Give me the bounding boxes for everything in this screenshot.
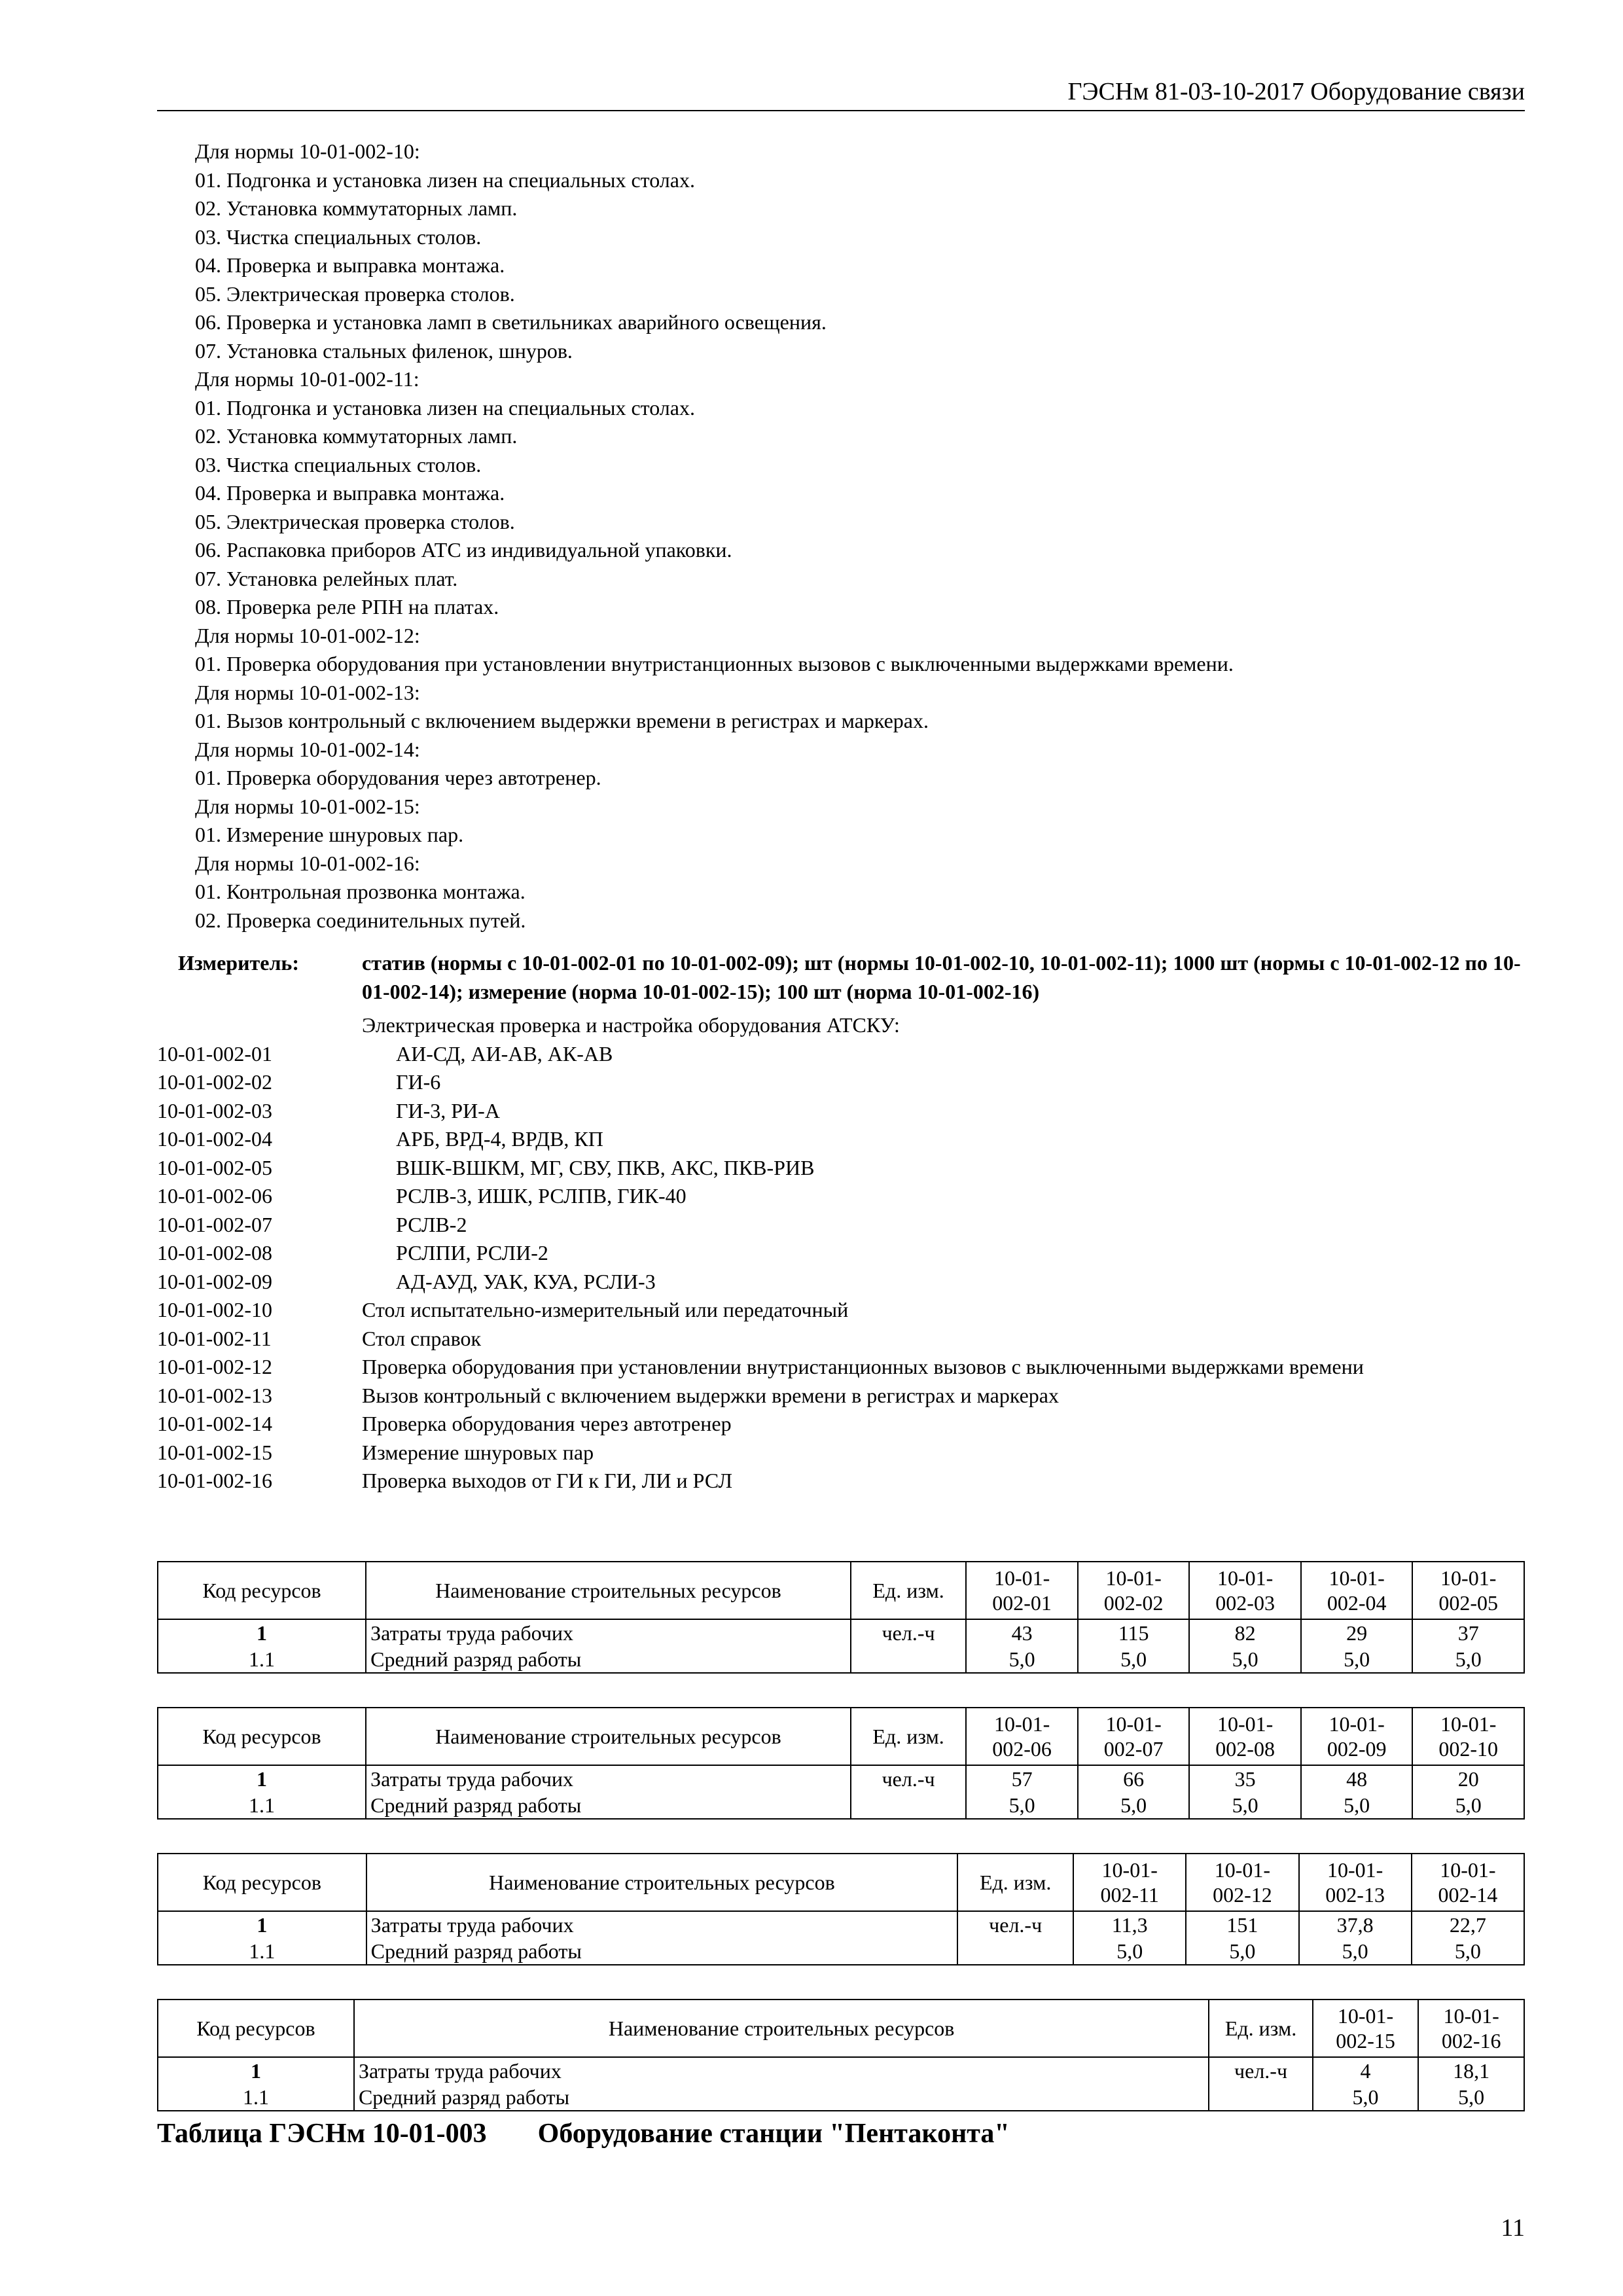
work-item: 08. Проверка реле РПН на платах. <box>195 595 499 619</box>
labor-value: 43 <box>966 1619 1078 1646</box>
norm-description: ГИ-6 <box>396 1070 441 1094</box>
norm-row <box>157 1097 1531 1126</box>
norm-code-bottom: 002-09 <box>1327 1737 1387 1761</box>
norm-code-bottom: 002-11 <box>1100 1883 1159 1907</box>
work-item: 01. Подгонка и установка лизен на специальных столах. <box>195 395 695 420</box>
norm-code-bottom: 002-13 <box>1325 1883 1385 1907</box>
norm-code: 10-01-002-07 <box>157 1212 272 1236</box>
header-norm-code <box>1412 1562 1524 1619</box>
work-item: Для нормы 10-01-002-16: <box>195 851 420 875</box>
header-code: Код ресурсов <box>158 1854 366 1911</box>
header-norm-code <box>1301 1562 1413 1619</box>
norm-code-top: 10-01- <box>1440 1858 1496 1882</box>
page-number: 11 <box>1501 2214 1525 2242</box>
work-item: 01. Измерение шнуровых пар. <box>195 823 464 846</box>
header-norm-code <box>1299 1854 1412 1911</box>
work-item: 01. Контрольная прозвонка монтажа. <box>195 880 526 903</box>
norm-code-top: 10-01- <box>1217 1566 1274 1590</box>
norm-description: Измерение шнуровых пар <box>362 1440 594 1464</box>
norm-code-top: 10-01- <box>1105 1712 1162 1736</box>
work-item: 01. Проверка оборудования через автотренер. <box>195 766 601 789</box>
grade-value: 5,0 <box>1418 2084 1524 2111</box>
resource-name: Затраты труда рабочих <box>354 2057 1209 2084</box>
resource-unit: чел.-ч <box>1209 2057 1312 2084</box>
norm-description: Стол испытательно-измерительный или передаточный <box>362 1298 849 1321</box>
resource-table-4 <box>157 1999 1525 2111</box>
work-item: 07. Установка релейных плат. <box>195 566 458 590</box>
header-norm-code <box>1301 1708 1413 1765</box>
norm-code: 10-01-002-15 <box>157 1440 272 1464</box>
header-norm-code <box>966 1562 1078 1619</box>
resource-unit <box>851 1792 967 1819</box>
work-item: Для нормы 10-01-002-14: <box>195 737 420 761</box>
resource-table-2 <box>157 1707 1525 1820</box>
table-header-row <box>158 2000 1524 2057</box>
resource-code: 1.1 <box>158 1792 366 1819</box>
header-norm-code <box>1073 1854 1186 1911</box>
labor-value: 48 <box>1301 1765 1413 1792</box>
resource-unit <box>851 1646 967 1673</box>
grade-value: 5,0 <box>1301 1792 1413 1819</box>
grade-value: 5,0 <box>1299 1938 1412 1965</box>
norm-code-top: 10-01- <box>1329 1566 1385 1590</box>
work-item: 02. Проверка соединительных путей. <box>195 908 526 932</box>
norm-row <box>157 1268 1531 1297</box>
work-item: 06. Распаковка приборов АТС из индивидуальной упаковки. <box>195 538 732 562</box>
table-row <box>158 1619 1524 1646</box>
grade-value: 5,0 <box>1073 1938 1186 1965</box>
labor-value: 115 <box>1078 1619 1190 1646</box>
resource-code: 1 <box>158 1619 366 1646</box>
norm-row <box>157 1211 1531 1240</box>
labor-value: 66 <box>1078 1765 1190 1792</box>
norm-row <box>157 1382 1531 1410</box>
header-unit: Ед. изм. <box>851 1562 967 1619</box>
table-row <box>158 1911 1524 1938</box>
table-row <box>158 1792 1524 1819</box>
grade-value: 5,0 <box>1189 1646 1301 1673</box>
work-item: 01. Вызов контрольный с включением выдержки времени в регистрах и маркерах. <box>195 709 929 732</box>
header-norm-code <box>1313 2000 1419 2057</box>
resource-table-3 <box>157 1853 1525 1965</box>
header-norm-code <box>1418 2000 1524 2057</box>
norms-intro: Электрическая проверка и настройка оборудования АТСКУ: <box>362 1013 900 1037</box>
header-name: Наименование строительных ресурсов <box>354 2000 1209 2057</box>
work-item: 03. Чистка специальных столов. <box>195 224 482 249</box>
work-item: Для нормы 10-01-002-11: <box>195 367 419 391</box>
work-item: 01. Подгонка и установка лизен на специальных столах. <box>195 168 695 192</box>
labor-value: 22,7 <box>1412 1911 1524 1938</box>
norm-code: 10-01-002-10 <box>157 1298 272 1321</box>
work-item: 05. Электрическая проверка столов. <box>195 509 515 533</box>
grade-value: 5,0 <box>1301 1646 1413 1673</box>
norm-code-top: 10-01- <box>993 1566 1050 1590</box>
grade-value: 5,0 <box>1313 2084 1419 2111</box>
work-item: Для нормы 10-01-002-12: <box>195 623 420 647</box>
header-norm-code <box>1412 1854 1524 1911</box>
norm-code: 10-01-002-12 <box>157 1355 272 1378</box>
labor-value: 57 <box>966 1765 1078 1792</box>
next-table-name: Оборудование станции "Пентаконта" <box>537 2119 1010 2149</box>
header-code: Код ресурсов <box>158 1708 366 1765</box>
norm-description: ВШК-ВШКМ, МГ, СВУ, ПКВ, АКС, ПКВ-РИВ <box>396 1155 815 1179</box>
header-norm-code <box>1412 1708 1524 1765</box>
header-norm-code <box>1189 1708 1301 1765</box>
grade-value: 5,0 <box>1078 1792 1190 1819</box>
norm-code-top: 10-01- <box>1105 1566 1162 1590</box>
norm-description: Проверка оборудования при установлении внутристанционных вызовов с выключенными выдержками времени <box>362 1355 1364 1378</box>
norm-code-bottom: 002-10 <box>1438 1737 1499 1761</box>
norm-description: АИ-СД, АИ-АВ, АК-АВ <box>396 1041 613 1066</box>
norm-description: АРБ, ВРД-4, ВРДВ, КП <box>396 1127 603 1151</box>
norm-code-top: 10-01- <box>1327 1858 1383 1882</box>
header-norm-code <box>1186 1854 1298 1911</box>
page-header <box>157 73 1525 111</box>
work-item: 02. Установка коммутаторных ламп. <box>195 424 518 448</box>
labor-value: 11,3 <box>1073 1911 1186 1938</box>
norm-row <box>157 1325 1531 1354</box>
norm-code-bottom: 002-06 <box>992 1737 1052 1761</box>
work-item: Для нормы 10-01-002-13: <box>195 680 420 704</box>
norm-code: 10-01-002-16 <box>157 1469 272 1492</box>
header-code: Код ресурсов <box>158 2000 354 2057</box>
norm-code-bottom: 002-05 <box>1438 1591 1499 1615</box>
grade-value: 5,0 <box>1412 1792 1524 1819</box>
norm-row <box>157 1125 1531 1154</box>
norm-code-bottom: 002-03 <box>1215 1591 1275 1615</box>
norm-code-top: 10-01- <box>1217 1712 1274 1736</box>
grade-value: 5,0 <box>1078 1646 1190 1673</box>
resource-name: Средний разряд работы <box>366 1792 851 1819</box>
norm-code-top: 10-01- <box>1443 2004 1499 2028</box>
norm-code-bottom: 002-01 <box>992 1591 1052 1615</box>
grade-value: 5,0 <box>1412 1646 1524 1673</box>
grade-value: 5,0 <box>966 1646 1078 1673</box>
resource-name: Затраты труда рабочих <box>366 1765 851 1792</box>
labor-value: 4 <box>1313 2057 1419 2084</box>
norm-code-bottom: 002-14 <box>1438 1883 1498 1907</box>
norm-code-bottom: 002-04 <box>1327 1591 1387 1615</box>
next-table-title <box>157 2118 1010 2149</box>
grade-value: 5,0 <box>1412 1938 1524 1965</box>
table-row <box>158 1646 1524 1673</box>
norm-code: 10-01-002-09 <box>157 1269 272 1293</box>
work-item: 01. Проверка оборудования при установлении внутристанционных вызовов с выключенными выдержками времени. <box>195 652 1234 675</box>
norm-description: Вызов контрольный с включением выдержки времени в регистрах и маркерах <box>362 1383 1059 1407</box>
norm-row <box>157 1410 1531 1439</box>
labor-value: 18,1 <box>1418 2057 1524 2084</box>
work-item: 03. Чистка специальных столов. <box>195 452 482 476</box>
resource-unit: чел.-ч <box>851 1619 967 1646</box>
norms-list <box>157 1011 1531 1496</box>
norm-code-bottom: 002-02 <box>1103 1591 1164 1615</box>
norm-code: 10-01-002-13 <box>157 1383 272 1407</box>
header-title: ГЭСНм 81-03-10-2017 Оборудование связи <box>1067 78 1525 105</box>
labor-value: 37 <box>1412 1619 1524 1646</box>
norm-code-top: 10-01- <box>1440 1712 1497 1736</box>
work-composition <box>195 137 1504 935</box>
norm-code: 10-01-002-06 <box>157 1184 272 1208</box>
norm-description: Проверка оборудования через автотренер <box>362 1412 732 1435</box>
next-table-label: Таблица ГЭСНм 10-01-003 <box>157 2119 487 2149</box>
norm-row <box>157 1296 1531 1325</box>
norm-code-top: 10-01- <box>1440 1566 1497 1590</box>
norm-row <box>157 1040 1531 1069</box>
labor-value: 29 <box>1301 1619 1413 1646</box>
norm-code: 10-01-002-05 <box>157 1155 272 1179</box>
work-item: 05. Электрическая проверка столов. <box>195 281 515 306</box>
resource-code: 1.1 <box>158 2084 354 2111</box>
work-item: 06. Проверка и установка ламп в светильниках аварийного освещения. <box>195 310 827 334</box>
resource-code: 1.1 <box>158 1646 366 1673</box>
labor-value: 151 <box>1186 1911 1298 1938</box>
header-norm-code <box>966 1708 1078 1765</box>
resource-name: Средний разряд работы <box>366 1646 851 1673</box>
norm-description: ГИ-3, РИ-А <box>396 1098 500 1122</box>
norm-code-bottom: 002-12 <box>1213 1883 1272 1907</box>
table-header-row <box>158 1854 1524 1911</box>
norm-row <box>157 1154 1531 1183</box>
norm-row <box>157 1182 1531 1211</box>
norm-code-top: 10-01- <box>1214 1858 1271 1882</box>
header-name: Наименование строительных ресурсов <box>366 1562 851 1619</box>
resource-code: 1 <box>158 2057 354 2084</box>
norm-code: 10-01-002-02 <box>157 1070 272 1094</box>
table-row <box>158 2057 1524 2084</box>
norm-row <box>157 1439 1531 1467</box>
norm-code-bottom: 002-15 <box>1336 2029 1395 2053</box>
resource-name: Затраты труда рабочих <box>366 1619 851 1646</box>
resource-unit <box>1209 2084 1312 2111</box>
norm-code-bottom: 002-16 <box>1441 2029 1501 2053</box>
norm-code: 10-01-002-01 <box>157 1041 272 1066</box>
labor-value: 37,8 <box>1299 1911 1412 1938</box>
labor-value: 35 <box>1189 1765 1301 1792</box>
table-header-row <box>158 1562 1524 1619</box>
header-name: Наименование строительных ресурсов <box>366 1708 851 1765</box>
resource-code: 1 <box>158 1911 366 1938</box>
norm-code-bottom: 002-07 <box>1103 1737 1164 1761</box>
work-item: 04. Проверка и выправка монтажа. <box>195 481 505 505</box>
work-item: 07. Установка стальных филенок, шнуров. <box>195 338 573 363</box>
table-row <box>158 1938 1524 1965</box>
header-unit: Ед. изм. <box>957 1854 1073 1911</box>
labor-value: 82 <box>1189 1619 1301 1646</box>
norm-row <box>157 1467 1531 1496</box>
header-norm-code <box>1078 1708 1190 1765</box>
norm-description: РСЛВ-3, ИШК, РСЛПВ, ГИК-40 <box>396 1184 687 1208</box>
grade-value: 5,0 <box>966 1792 1078 1819</box>
measure-label: Измеритель: <box>178 951 299 975</box>
norm-code: 10-01-002-08 <box>157 1241 272 1265</box>
norm-code-bottom: 002-08 <box>1215 1737 1275 1761</box>
norm-description: Стол справок <box>362 1326 481 1350</box>
grade-value: 5,0 <box>1186 1938 1298 1965</box>
table-row <box>158 2084 1524 2111</box>
measure-text: статив (нормы с 10-01-002-01 по 10-01-002-09); шт (нормы 10-01-002-10, 10-01-002-11); 1000 шт (нормы с 10-01-002-12 по 10-01-002-14); измерение (норма 10-01-002-15); 100 шт (норма 10-01-002-16) <box>362 951 1521 1003</box>
header-norm-code <box>1189 1562 1301 1619</box>
header-code: Код ресурсов <box>158 1562 366 1619</box>
resource-unit: чел.-ч <box>851 1765 967 1792</box>
norm-row <box>157 1353 1531 1382</box>
norm-row <box>157 1068 1531 1097</box>
work-item: 02. Установка коммутаторных ламп. <box>195 196 518 220</box>
resource-code: 1.1 <box>158 1938 366 1965</box>
labor-value: 20 <box>1412 1765 1524 1792</box>
resource-unit: чел.-ч <box>957 1911 1073 1938</box>
resource-code: 1 <box>158 1765 366 1792</box>
work-item: Для нормы 10-01-002-15: <box>195 794 420 818</box>
norm-description: РСЛВ-2 <box>396 1212 467 1236</box>
resource-name: Затраты труда рабочих <box>366 1911 958 1938</box>
norm-description: Проверка выходов от ГИ к ГИ, ЛИ и РСЛ <box>362 1469 733 1492</box>
header-unit: Ед. изм. <box>1209 2000 1312 2057</box>
header-unit: Ед. изм. <box>851 1708 967 1765</box>
header-name: Наименование строительных ресурсов <box>366 1854 958 1911</box>
table-header-row <box>158 1708 1524 1765</box>
resource-name: Средний разряд работы <box>354 2084 1209 2111</box>
norm-code-top: 10-01- <box>1337 2004 1394 2028</box>
norm-description: АД-АУД, УАК, КУА, РСЛИ-3 <box>396 1269 656 1293</box>
table-row <box>158 1765 1524 1792</box>
work-item: 04. Проверка и выправка монтажа. <box>195 253 505 277</box>
norm-description: РСЛПИ, РСЛИ-2 <box>396 1241 548 1265</box>
resource-unit <box>957 1938 1073 1965</box>
resource-table-1 <box>157 1561 1525 1674</box>
norm-row <box>157 1239 1531 1268</box>
norm-code: 10-01-002-04 <box>157 1127 272 1151</box>
norm-code-top: 10-01- <box>1101 1858 1158 1882</box>
grade-value: 5,0 <box>1189 1792 1301 1819</box>
norm-code-top: 10-01- <box>1329 1712 1385 1736</box>
norm-code: 10-01-002-03 <box>157 1098 272 1122</box>
resource-name: Средний разряд работы <box>366 1938 958 1965</box>
norm-code: 10-01-002-14 <box>157 1412 272 1435</box>
header-norm-code <box>1078 1562 1190 1619</box>
work-item: Для нормы 10-01-002-10: <box>195 139 420 163</box>
norm-code-top: 10-01- <box>993 1712 1050 1736</box>
norm-code: 10-01-002-11 <box>157 1326 272 1350</box>
